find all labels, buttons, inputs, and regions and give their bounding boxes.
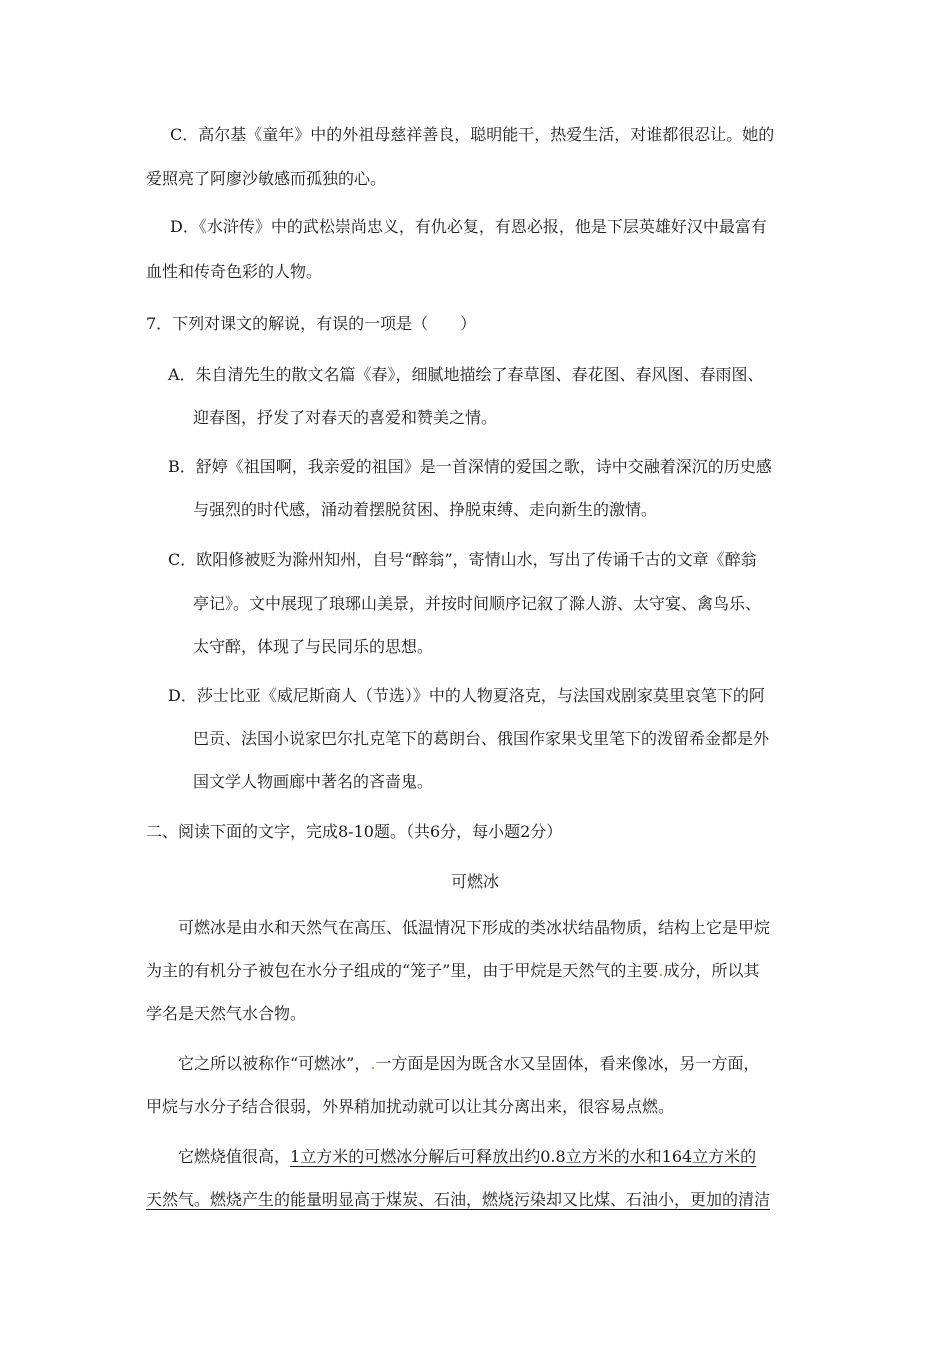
q7-option-b-line2: 与强烈的时代感，涌动着摆脱贫困、挣脱束缚、走向新生的激情。 xyxy=(193,500,658,519)
q6-option-c-line1: C．高尔基《童年》中的外祖母慈祥善良，聪明能干，热爱生活，对谁都很忍让。她的 xyxy=(170,125,775,144)
q7-option-c-line2: 亭记》。文中展现了琅琊山美景，并按时间顺序记叙了滁人游、太守宴、禽鸟乐、 xyxy=(193,594,762,613)
q6-option-d-line1: D．《水浒传》中的武松崇尚忠义，有仇必复，有恩必报，他是下层英雄好汉中最富有 xyxy=(170,217,767,236)
p2-line2: 甲烷与水分子结合很弱，外界稍加扰动就可以让其分离出来，很容易点燃。 xyxy=(146,1097,675,1116)
p1-line1: 可燃冰是由水和天然气在高压、低温情况下形成的类冰状结晶物质，结构上它是甲烷 xyxy=(178,918,771,937)
q7-option-b-line1: B．舒婷《祖国啊，我亲爱的祖国》是一首深情的爱国之歌，诗中交融着深沉的历史感 xyxy=(168,457,772,476)
section2-heading: 二、阅读下面的文字，完成8-10题。（共6分，每小题2分） xyxy=(146,822,563,841)
p3-underlined-text: 1立方米的可燃冰分解后可释放出约0.8立方米的水和164立方米的 xyxy=(290,1147,757,1166)
q7-option-a-line1: A．朱自清先生的散文名篇《春》，细腻地描绘了春草图、春花图、春风图、春雨图、 xyxy=(168,365,764,384)
p1-line2: 为主的有机分子被包在水分子组成的“笼子”里，由于甲烷是天然气的主要.成分，所以其 xyxy=(146,961,760,980)
q7-option-d-line2: 巴贡、法国小说家巴尔扎克笔下的葛朗台、俄国作家果戈里笔下的泼留希金都是外 xyxy=(193,729,770,748)
p3-line1: 它燃烧值很高，1立方米的可燃冰分解后可释放出约0.8立方米的水和164立方米的 xyxy=(178,1147,757,1166)
q6-option-c-line2: 爱照亮了阿廖沙敏感而孤独的心。 xyxy=(146,169,387,188)
q7-option-d-line3: 国文学人物画廊中著名的吝啬鬼。 xyxy=(193,772,434,791)
p1-line3: 学名是天然气水合物。 xyxy=(146,1004,307,1023)
p2-line1: 它之所以被称作“可燃冰”，.一方面是因为既含水又呈固体，看来像冰，另一方面， xyxy=(178,1054,760,1073)
q7-option-d-line1: D．莎士比亚《威尼斯商人（节选）》中的人物夏洛克，与法国戏剧家莫里哀笔下的阿 xyxy=(168,686,765,705)
q7-stem: 7．下列对课文的解说，有误的一项是（ ） xyxy=(146,314,477,333)
p3-line2: 天然气。燃烧产生的能量明显高于煤炭、石油，燃烧污染却又比煤、石油小，更加的清洁 xyxy=(146,1190,771,1209)
q7-option-a-line2: 迎春图，抒发了对春天的喜爱和赞美之情。 xyxy=(193,408,498,427)
q7-option-c-line3: 太守醉，体现了与民同乐的思想。 xyxy=(193,637,434,656)
article-title: 可燃冰 xyxy=(450,872,499,891)
q6-option-d-line2: 血性和传奇色彩的人物。 xyxy=(146,262,323,281)
q7-option-c-line1: C．欧阳修被贬为滁州知州，自号“醉翁”，寄情山水，写出了传诵千古的文章《醉翁 xyxy=(168,550,757,569)
